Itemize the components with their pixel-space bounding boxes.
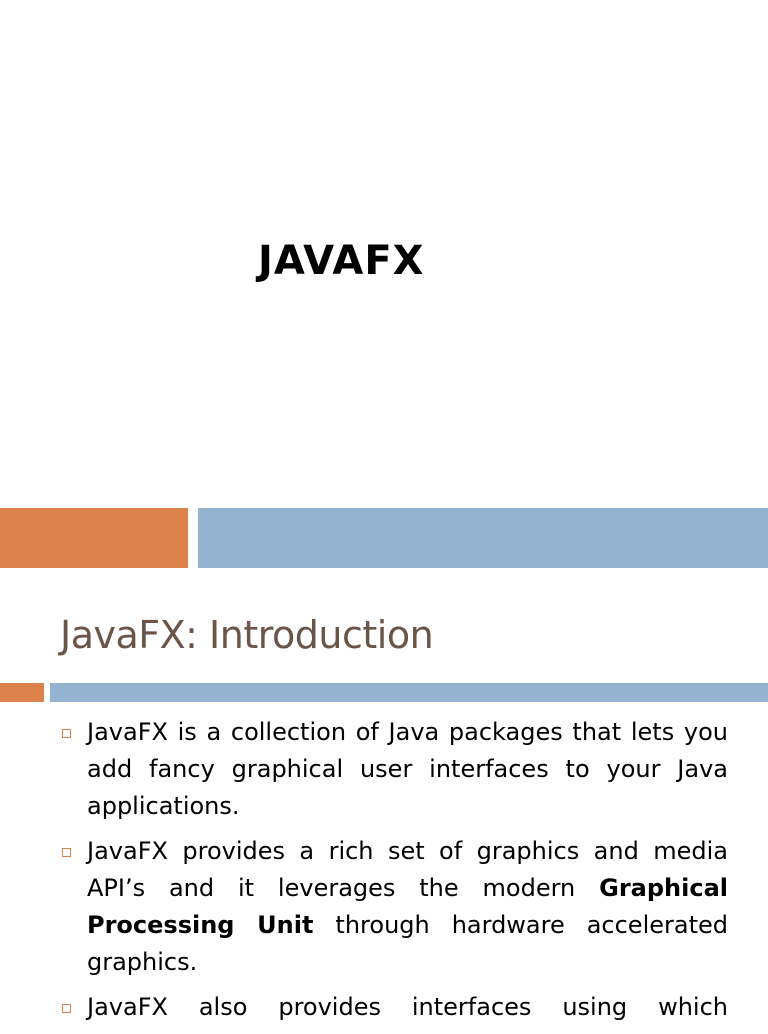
bullet-item	[60, 989, 728, 1026]
bullet-text-bold: Graphical Processing Unit	[87, 874, 728, 939]
header-band-orange	[0, 508, 188, 568]
bullet-text-post: through hardware accelerated graphics.	[87, 911, 728, 976]
heading-underline-orange	[0, 683, 44, 702]
slide-heading: JavaFX: Introduction	[60, 613, 434, 657]
slide-title: JAVAFX	[258, 238, 425, 284]
heading-underline-blue	[50, 683, 768, 702]
header-band-blue	[198, 508, 768, 568]
bullet-item	[60, 714, 728, 825]
bullet-text-pre: JavaFX provides a rich set of graphics and media API’s and it leverages the modern	[87, 837, 728, 902]
square-bullet-icon	[62, 1004, 71, 1013]
bullet-item	[60, 833, 728, 981]
square-bullet-icon	[62, 848, 71, 857]
bullet-list	[60, 714, 728, 1034]
square-bullet-icon	[62, 729, 71, 738]
bullet-text: JavaFX is a collection of Java packages that lets you add fancy graphical user interfaces to your Java applications.	[87, 718, 728, 820]
bullet-text: JavaFX also provides interfaces using which	[87, 993, 728, 1021]
